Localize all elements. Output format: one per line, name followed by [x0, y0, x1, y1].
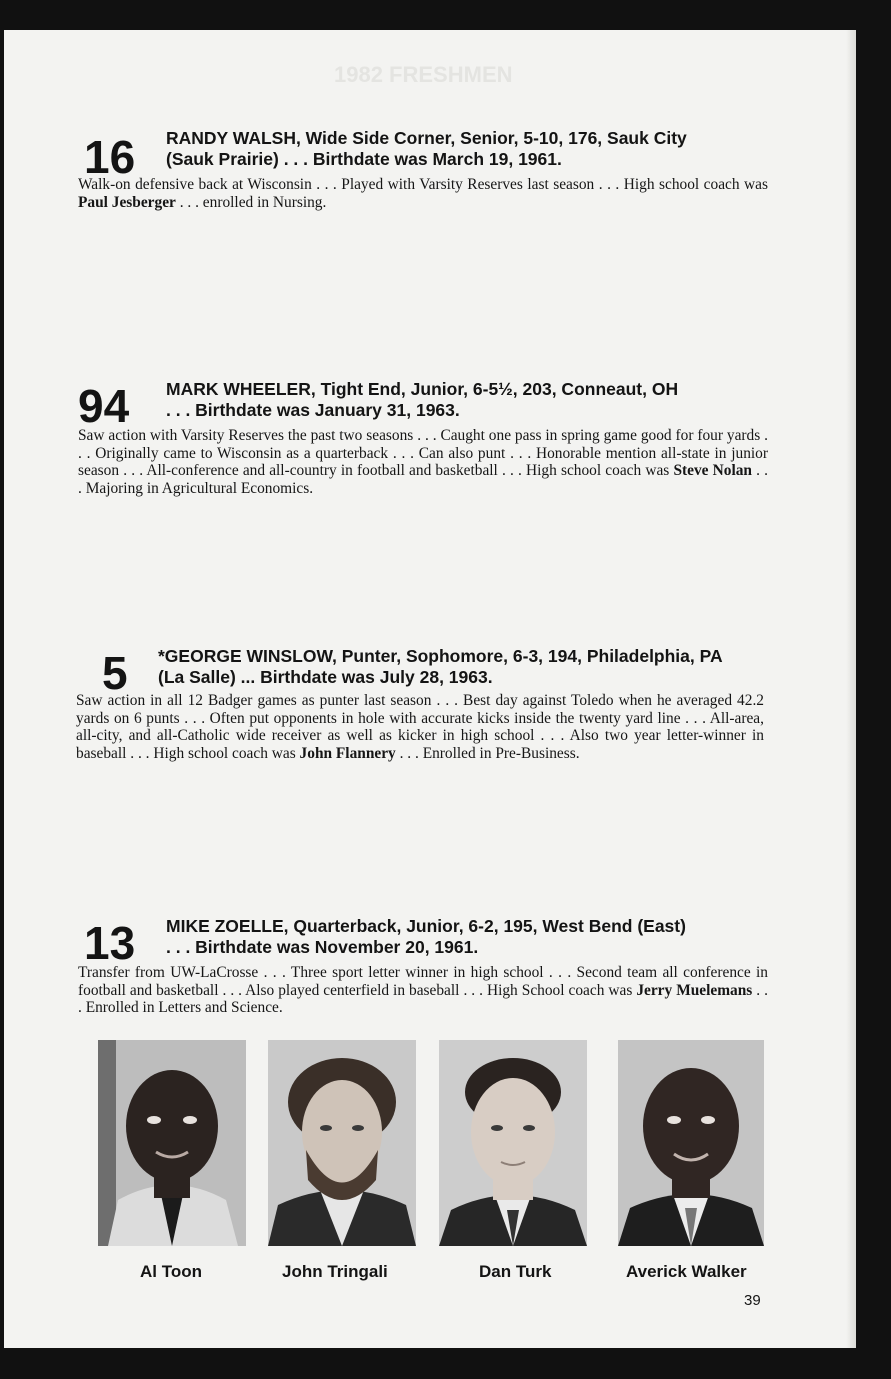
bio-text: Transfer from UW-LaCrosse . . . Three sport letter winner in high school . . . Second team all conference in football and basketball . . . Also played centerfield in baseball . . . High School coach was	[78, 964, 768, 999]
coach-name: John Flannery	[299, 744, 396, 762]
photo-caption: Al Toon	[140, 1262, 202, 1281]
photo-caption: John Tringali	[282, 1262, 388, 1281]
coach-name: Jerry Muelemans	[636, 981, 753, 999]
player-bio	[76, 692, 764, 762]
player-photo	[439, 1040, 587, 1246]
page-number: 39	[744, 1292, 761, 1309]
photo-caption: Dan Turk	[479, 1262, 552, 1281]
heading-line: . . . Birthdate was November 20, 1961.	[166, 937, 479, 957]
bleed-through-text: 1982 FRESHMEN	[334, 62, 513, 87]
player-heading	[166, 379, 678, 421]
bio-text: . . . enrolled in Nursing.	[175, 193, 327, 211]
page-edge	[846, 30, 856, 1348]
player-bio	[78, 176, 768, 211]
heading-line: *GEORGE WINSLOW, Punter, Sophomore, 6-3, 194, Philadelphia, PA	[158, 646, 723, 666]
bio-text: . . . Enrolled in Letters and Science.	[78, 981, 769, 1017]
bio-text: . . . Enrolled in Pre-Business.	[395, 744, 580, 762]
bio-text: . . . Majoring in Agricultural Economics.	[78, 462, 769, 497]
photo-caption: Averick Walker	[626, 1262, 747, 1281]
player-photo	[618, 1040, 764, 1246]
player-photos	[98, 1040, 778, 1290]
jersey-number: 94	[78, 380, 130, 432]
bio-text: Saw action in all 12 Badger games as punter last season . . . Best day against Toledo when he averaged 42.2 yards on 6 punts . . . Often put opponents in hole with accurate kicks inside the twenty yard line . . . All-area, all-city, and all-Catholic wide receiver as well as kicker in high school . . . Also two year letter-winner in baseball . . . High school coach was	[76, 692, 764, 762]
bio-text: Saw action with Varsity Reserves the past two seasons . . . Caught one pass in spring game good for four yards . . . Originally came to Wisconsin as a quarterback . . . Can also punt . . . Honorable mention all-state in junior season . . . All-conference and all-country in football and basketball . . . High school coach was	[78, 427, 768, 480]
player-heading	[166, 128, 687, 170]
jersey-number: 5	[102, 647, 128, 699]
portrait-image	[618, 1040, 764, 1246]
player-bio	[78, 964, 768, 1017]
heading-line: MIKE ZOELLE, Quarterback, Junior, 6-2, 195, West Bend (East)	[166, 916, 686, 936]
coach-name: Steve Nolan	[673, 462, 752, 480]
player-photo	[268, 1040, 416, 1246]
heading-line: (Sauk Prairie) . . . Birthdate was March 19, 1961.	[166, 149, 562, 169]
jersey-number: 13	[84, 917, 136, 969]
heading-line: RANDY WALSH, Wide Side Corner, Senior, 5-10, 176, Sauk City	[166, 128, 687, 148]
heading-line: (La Salle) ... Birthdate was July 28, 1963.	[158, 667, 493, 687]
coach-name: Paul Jesberger	[78, 193, 176, 211]
player-heading	[166, 916, 686, 958]
page-sheet	[4, 30, 856, 1348]
player-bio	[78, 427, 768, 497]
player-photo	[98, 1040, 246, 1246]
heading-line: . . . Birthdate was January 31, 1963.	[166, 400, 460, 420]
heading-line: MARK WHEELER, Tight End, Junior, 6-5½, 203, Conneaut, OH	[166, 379, 679, 399]
portrait-image	[98, 1040, 246, 1246]
jersey-number: 16	[84, 131, 136, 183]
player-heading	[158, 646, 723, 688]
bio-text: Walk-on defensive back at Wisconsin . . . Played with Varsity Reserves last season . . . High school coach was	[78, 176, 768, 193]
portrait-image	[439, 1040, 587, 1246]
portrait-image	[268, 1040, 416, 1246]
